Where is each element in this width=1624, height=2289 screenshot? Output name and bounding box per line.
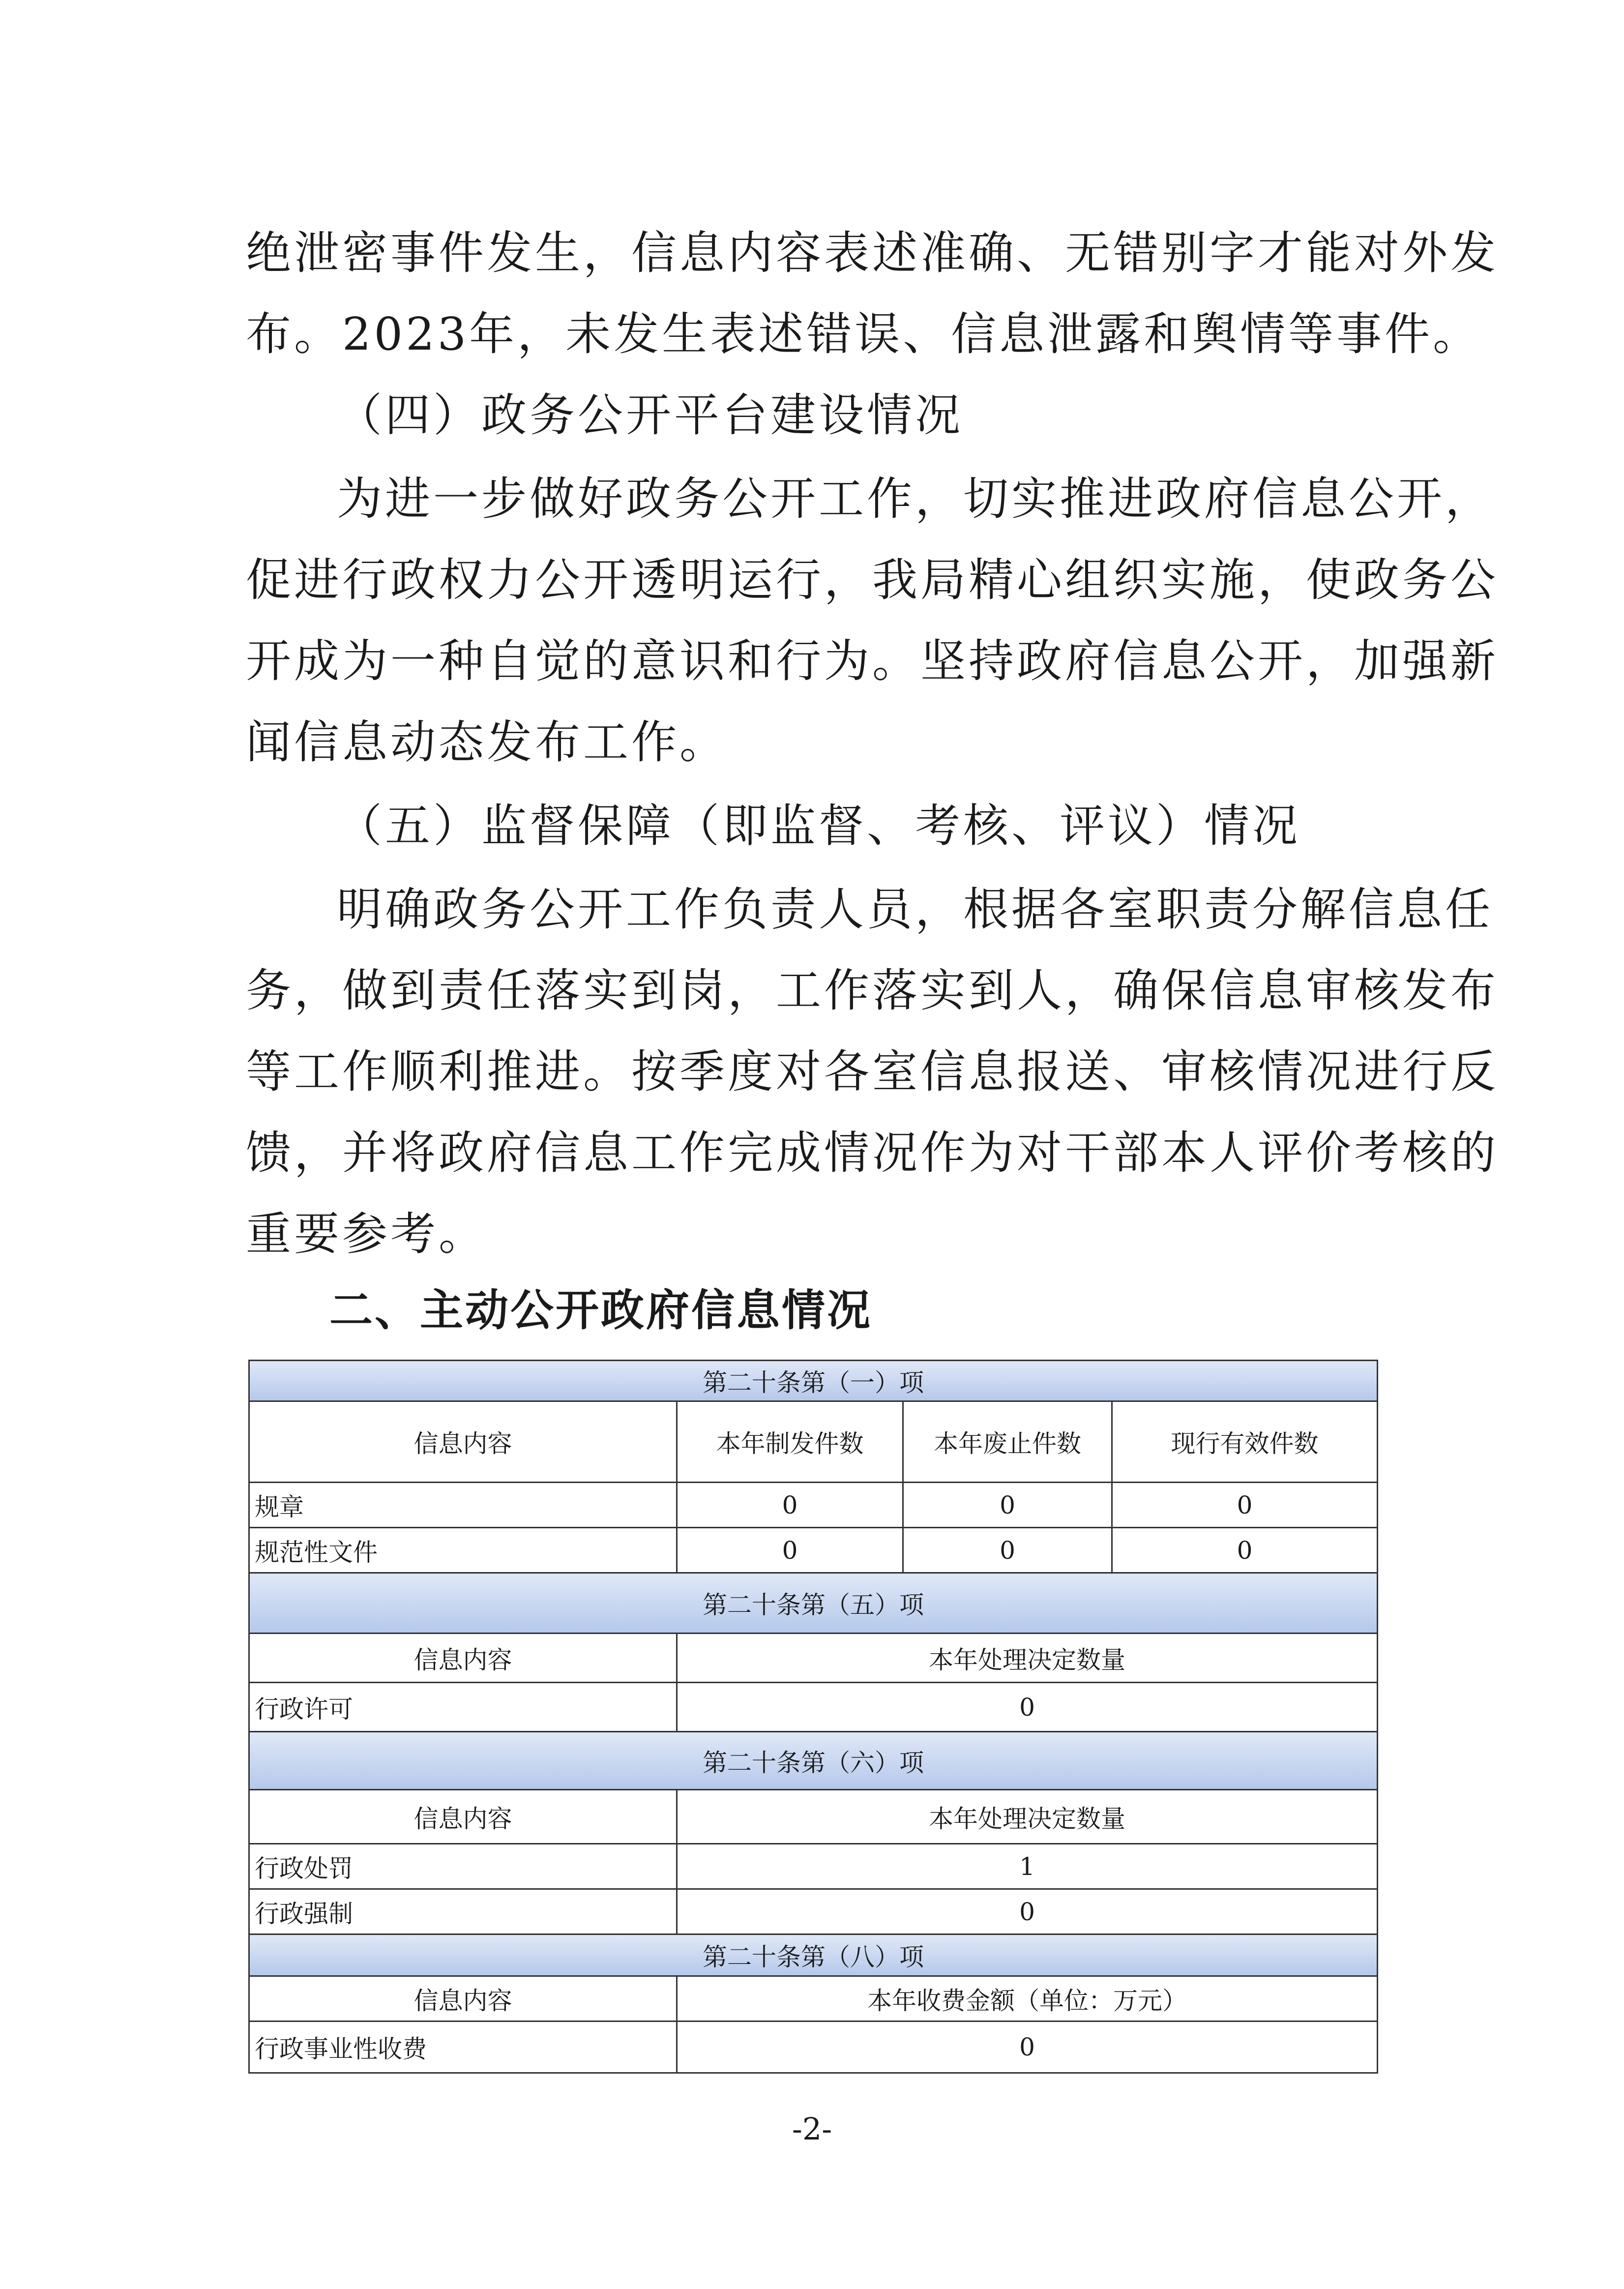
paragraph-line: 重要参考。 (246, 1208, 487, 1260)
table-row (249, 1889, 1378, 1934)
cell-value: 0 (903, 1528, 1112, 1573)
column-header: 信息内容 (249, 1790, 677, 1844)
table-header-row (249, 1976, 1378, 2021)
column-header: 信息内容 (249, 1976, 677, 2021)
table-header-row (249, 1634, 1378, 1683)
section-title: 第二十条第（五）项 (249, 1573, 1378, 1634)
paragraph-line: 绝泄密事件发生，信息内容表述准确、无错别字才能对外发 (246, 227, 1499, 279)
section-title: 第二十条第（一）项 (249, 1361, 1378, 1401)
row-label: 行政处罚 (249, 1844, 677, 1889)
table-header-row (249, 1790, 1378, 1844)
cell-value: 0 (677, 1483, 903, 1528)
row-label: 规章 (249, 1483, 677, 1528)
column-header: 本年处理决定数量 (677, 1790, 1378, 1844)
paragraph-line: 等工作顺利推进。按季度对各室信息报送、审核情况进行反 (246, 1045, 1499, 1098)
column-header: 现行有效件数 (1112, 1401, 1378, 1483)
table-row (249, 2021, 1378, 2073)
column-header: 本年废止件数 (903, 1401, 1112, 1483)
paragraph-line: 为进一步做好政务公开工作，切实推进政府信息公开， (337, 473, 1494, 525)
table-header-row (249, 1401, 1378, 1483)
disclosure-table (248, 1360, 1378, 2074)
table-row (249, 1483, 1378, 1528)
section-title: 第二十条第（六）项 (249, 1732, 1378, 1790)
paragraph-line: 馈，并将政府信息工作完成情况作为对干部本人评价考核的 (246, 1127, 1499, 1179)
cell-value: 0 (677, 1683, 1378, 1732)
cell-value: 0 (677, 1889, 1378, 1934)
table-section-row (249, 1573, 1378, 1634)
subheading-5: （五）监督保障（即监督、考核、评议）情况 (337, 800, 1301, 852)
column-header: 信息内容 (249, 1401, 677, 1483)
table-row (249, 1528, 1378, 1573)
column-header: 本年处理决定数量 (677, 1634, 1378, 1683)
row-label: 规范性文件 (249, 1528, 677, 1573)
paragraph-line: 闻信息动态发布工作。 (246, 716, 728, 769)
table-row (249, 1844, 1378, 1889)
paragraph-line: 促进行政权力公开透明运行，我局精心组织实施，使政务公 (246, 554, 1499, 606)
table-row (249, 1683, 1378, 1732)
row-label: 行政许可 (249, 1683, 677, 1732)
column-header: 本年制发件数 (677, 1401, 903, 1483)
table-section-row (249, 1934, 1378, 1976)
table-section-row (249, 1361, 1378, 1401)
row-label: 行政强制 (249, 1889, 677, 1934)
cell-value: 0 (1112, 1528, 1378, 1573)
cell-value: 0 (903, 1483, 1112, 1528)
cell-value: 0 (1112, 1483, 1378, 1528)
page-number: -2- (792, 2111, 832, 2147)
paragraph-line: 务，做到责任落实到岗，工作落实到人，确保信息审核发布 (246, 964, 1499, 1017)
paragraph-line: 明确政务公开工作负责人员，根据各室职责分解信息任 (337, 883, 1494, 936)
section-title: 第二十条第（八）项 (249, 1934, 1378, 1976)
cell-value: 1 (677, 1844, 1378, 1889)
column-header: 信息内容 (249, 1634, 677, 1683)
cell-value: 0 (677, 2021, 1378, 2073)
paragraph-line: 布。2023年，未发生表述错误、信息泄露和舆情等事件。 (246, 308, 1481, 360)
table-section-row (249, 1732, 1378, 1790)
subheading-4: （四）政务公开平台建设情况 (337, 389, 964, 442)
row-label: 行政事业性收费 (249, 2021, 677, 2073)
cell-value: 0 (677, 1528, 903, 1573)
paragraph-line: 开成为一种自觉的意识和行为。坚持政府信息公开，加强新 (246, 635, 1499, 687)
section-heading: 二、主动公开政府信息情况 (329, 1285, 873, 1336)
column-header: 本年收费金额（单位：万元） (677, 1976, 1378, 2021)
